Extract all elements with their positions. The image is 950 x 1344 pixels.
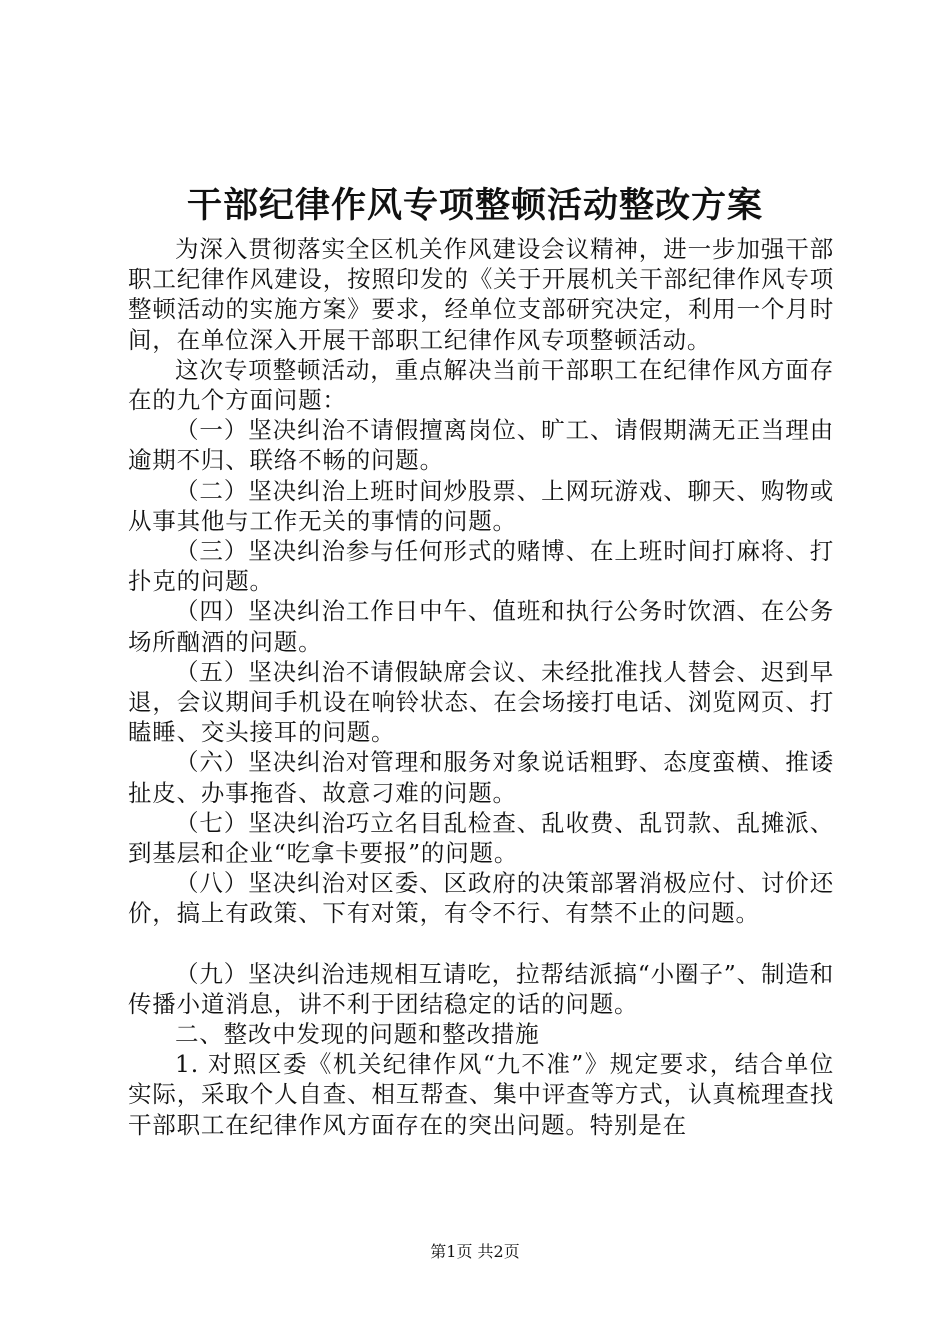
issue-item-7: （七）坚决纠治巧立名目乱检查、乱收费、乱罚款、乱摊派、到基层和企业“吃拿卡要报”的问题。 [128, 808, 834, 868]
focus-paragraph: 这次专项整顿活动，重点解决当前干部职工在纪律作风方面存在的九个方面问题： [128, 355, 834, 415]
issue-item-5: （五）坚决纠治不请假缺席会议、未经批准找人替会、迟到早退，会议期间手机设在响铃状态、在会场接打电话、浏览网页、打瞌睡、交头接耳的问题。 [128, 657, 834, 747]
document-body [128, 234, 834, 1140]
intro-paragraph: 为深入贯彻落实全区机关作风建设会议精神，进一步加强干部职工纪律作风建设，按照印发的《关于开展机关干部纪律作风专项整顿活动的实施方案》要求，经单位支部研究决定，利用一个月时间，在单位深入开展干部职工纪律作风专项整顿活动。 [128, 235, 834, 354]
issue-item-6: （六）坚决纠治对管理和服务对象说话粗野、态度蛮横、推诿扯皮、办事拖沓、故意刁难的问题。 [128, 748, 834, 807]
measure-item-1: 1. 对照区委《机关纪律作风“九不准”》规定要求，结合单位实际，采取个人自查、相互帮查、集中评查等方式，认真梳理查找干部职工在纪律作风方面存在的突出问题。特别是在 [128, 1050, 834, 1139]
issue-item-8: （八）坚决纠治对区委、区政府的决策部署消极应付、讨价还价，搞上有政策、下有对策，有令不行、有禁不止的问题。 [128, 869, 834, 928]
section-heading-2: 二、整改中发现的问题和整改措施 [175, 1020, 540, 1049]
issue-item-4: （四）坚决纠治工作日中午、值班和执行公务时饮酒、在公务场所酗酒的问题。 [128, 597, 834, 656]
issue-item-9: （九）坚决纠治违规相互请吃，拉帮结派搞“小圈子”、制造和传播小道消息，讲不利于团结稳定的话的问题。 [128, 959, 834, 1018]
issue-item-3: （三）坚决纠治参与任何形式的赌博、在上班时间打麻将、打扑克的问题。 [128, 537, 834, 596]
issue-item-1: （一）坚决纠治不请假擅离岗位、旷工、请假期满无正当理由逾期不归、联络不畅的问题。 [128, 416, 834, 475]
issue-item-2: （二）坚决纠治上班时间炒股票、上网玩游戏、聊天、购物或从事其他与工作无关的事情的问题。 [128, 476, 834, 535]
page-footer: 第1页 共2页 [430, 1242, 520, 1261]
document-title: 干部纪律作风专项整顿活动整改方案 [186, 185, 763, 226]
